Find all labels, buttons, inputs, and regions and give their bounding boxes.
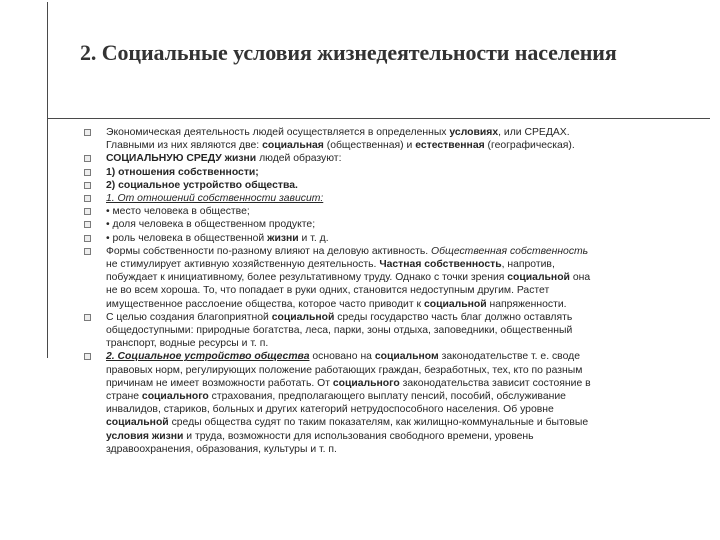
text-run: имущественное расслоение общества, которое часто приводит к [106, 298, 424, 310]
text-run: • место человека в обществе; [106, 206, 250, 218]
text-run: (географическая). [484, 140, 575, 152]
text-line [106, 337, 684, 350]
text-run: СОЦИАЛЬНУЮ СРЕДУ [106, 153, 225, 165]
text-run: социальная [262, 140, 324, 152]
list-item [84, 152, 684, 165]
text-run: правовых норм, регулирующих положение работающих граждан, безработных, тех, кто по разным [106, 364, 583, 376]
text-line [106, 179, 684, 192]
text-run: Общественная собственность [431, 245, 589, 257]
text-line [106, 218, 684, 231]
text-line [106, 416, 684, 429]
text-run: социальной [507, 272, 570, 284]
text-run: условия жизни [106, 430, 184, 442]
text-run: Главными из них являются две: [106, 140, 263, 152]
list-item [84, 126, 684, 152]
text-run: социального [141, 391, 209, 403]
square-bullet-icon [84, 169, 91, 176]
text-run: С целью создания благоприятной [106, 311, 272, 323]
text-run: Формы собственности по-разному влияют на деловую активность. [106, 245, 432, 257]
text-line [106, 271, 684, 284]
text-line [106, 139, 684, 152]
text-run: социальной [423, 298, 487, 310]
text-line [106, 350, 684, 363]
list-item [84, 232, 684, 245]
square-bullet-icon [84, 248, 91, 255]
text-run: законодательства зависит состояние в [399, 377, 591, 389]
text-line [106, 232, 684, 245]
text-line [106, 430, 684, 443]
text-run: социального [332, 377, 400, 389]
text-line [106, 192, 684, 205]
text-run: 2) социальное устройство общества. [106, 179, 298, 191]
text-run: причинам не имеет возможности работать. От [106, 377, 333, 389]
text-run: общедоступными: природные богатства, леса, парки, зоны отдыха, заповедники, общественный [106, 325, 573, 337]
text-line [106, 311, 684, 324]
text-run: • доля человека в общественном продукте; [106, 219, 316, 231]
text-run: инвалидов, стариков, больных и других категорий нетрудоспособного населения. Об уровне [106, 404, 554, 416]
text-line [106, 258, 684, 271]
text-line [106, 324, 684, 337]
text-run: Экономическая деятельность людей осуществляется в определенных [106, 127, 450, 138]
text-run: транспорт, водные ресурсы и т. п. [106, 338, 269, 350]
list-item [84, 218, 684, 231]
square-bullet-icon [84, 353, 91, 360]
text-run: жизни [224, 153, 257, 165]
text-run: , или СРЕДАХ. [498, 127, 570, 138]
text-run: жизни [267, 232, 299, 244]
square-bullet-icon [84, 129, 91, 136]
text-line [106, 284, 684, 297]
list-item [84, 179, 684, 192]
text-line [106, 152, 684, 165]
slide-title: 2. Социальные условия жизнедеятельности населения [80, 40, 617, 65]
square-bullet-icon [84, 208, 91, 215]
bullet-list [84, 126, 684, 456]
text-run: и т. д. [298, 232, 329, 244]
text-run: 1. От отношений собственности зависит: [106, 193, 324, 205]
text-run: социальной [271, 311, 335, 323]
list-item [84, 311, 684, 351]
text-run: людей образуют: [256, 153, 342, 165]
text-line [106, 166, 684, 179]
list-item [84, 245, 684, 311]
list-item [84, 350, 684, 456]
square-bullet-icon [84, 314, 91, 321]
square-bullet-icon [84, 182, 91, 189]
horizontal-rule [47, 118, 710, 119]
text-line [106, 364, 684, 377]
text-run: законодательстве т. е. своде [438, 351, 580, 363]
vertical-rule [47, 2, 48, 358]
list-item [84, 192, 684, 205]
text-line [106, 245, 684, 258]
text-run: она [569, 272, 591, 284]
text-line [106, 390, 684, 403]
text-line [106, 205, 684, 218]
list-item [84, 205, 684, 218]
text-run: не стимулирует активную хозяйственную деятельность. [106, 259, 380, 271]
text-run: побуждает к инициативному, более результативному труду. Однако с точки зрения [106, 272, 508, 284]
text-run: 2. Социальное устройство общества [106, 351, 310, 363]
text-run: здравоохранения, образования, культуры и т. п. [106, 443, 337, 455]
square-bullet-icon [84, 221, 91, 228]
text-run: напряженности. [486, 298, 567, 310]
text-line [106, 403, 684, 416]
list-item [84, 166, 684, 179]
text-line [106, 443, 684, 456]
text-run: 1) отношения собственности; [106, 166, 259, 178]
text-run: социальном [374, 351, 439, 363]
text-run: и труда, возможности для использования свободного времени, уровень [183, 430, 534, 442]
text-run: Частная собственность [379, 259, 502, 271]
text-run: естественная [415, 140, 485, 152]
text-run: среды государство часть благ должно оставлять [334, 311, 573, 323]
text-line [106, 126, 684, 139]
text-run: не во всем хороша. То, что попадает в руки одних, становится недоступным другим. Растет [106, 285, 550, 297]
text-run: среды общества судят по таким показателям, как жилищно-коммунальные и бытовые [168, 417, 589, 429]
text-run: основано на [309, 351, 375, 363]
text-run: (общественная) и [323, 140, 416, 152]
text-line [106, 298, 684, 311]
square-bullet-icon [84, 195, 91, 202]
square-bullet-icon [84, 235, 91, 242]
square-bullet-icon [84, 155, 91, 162]
text-run: • роль человека в общественной [106, 232, 268, 244]
text-line [106, 377, 684, 390]
text-run: страхования, предполагающего выплату пенсий, пособий, обслуживание [208, 391, 566, 403]
text-run: , напротив, [501, 259, 555, 271]
text-run: социальной [106, 417, 169, 429]
text-run: стране [106, 391, 142, 403]
text-run: условиях [449, 127, 499, 138]
